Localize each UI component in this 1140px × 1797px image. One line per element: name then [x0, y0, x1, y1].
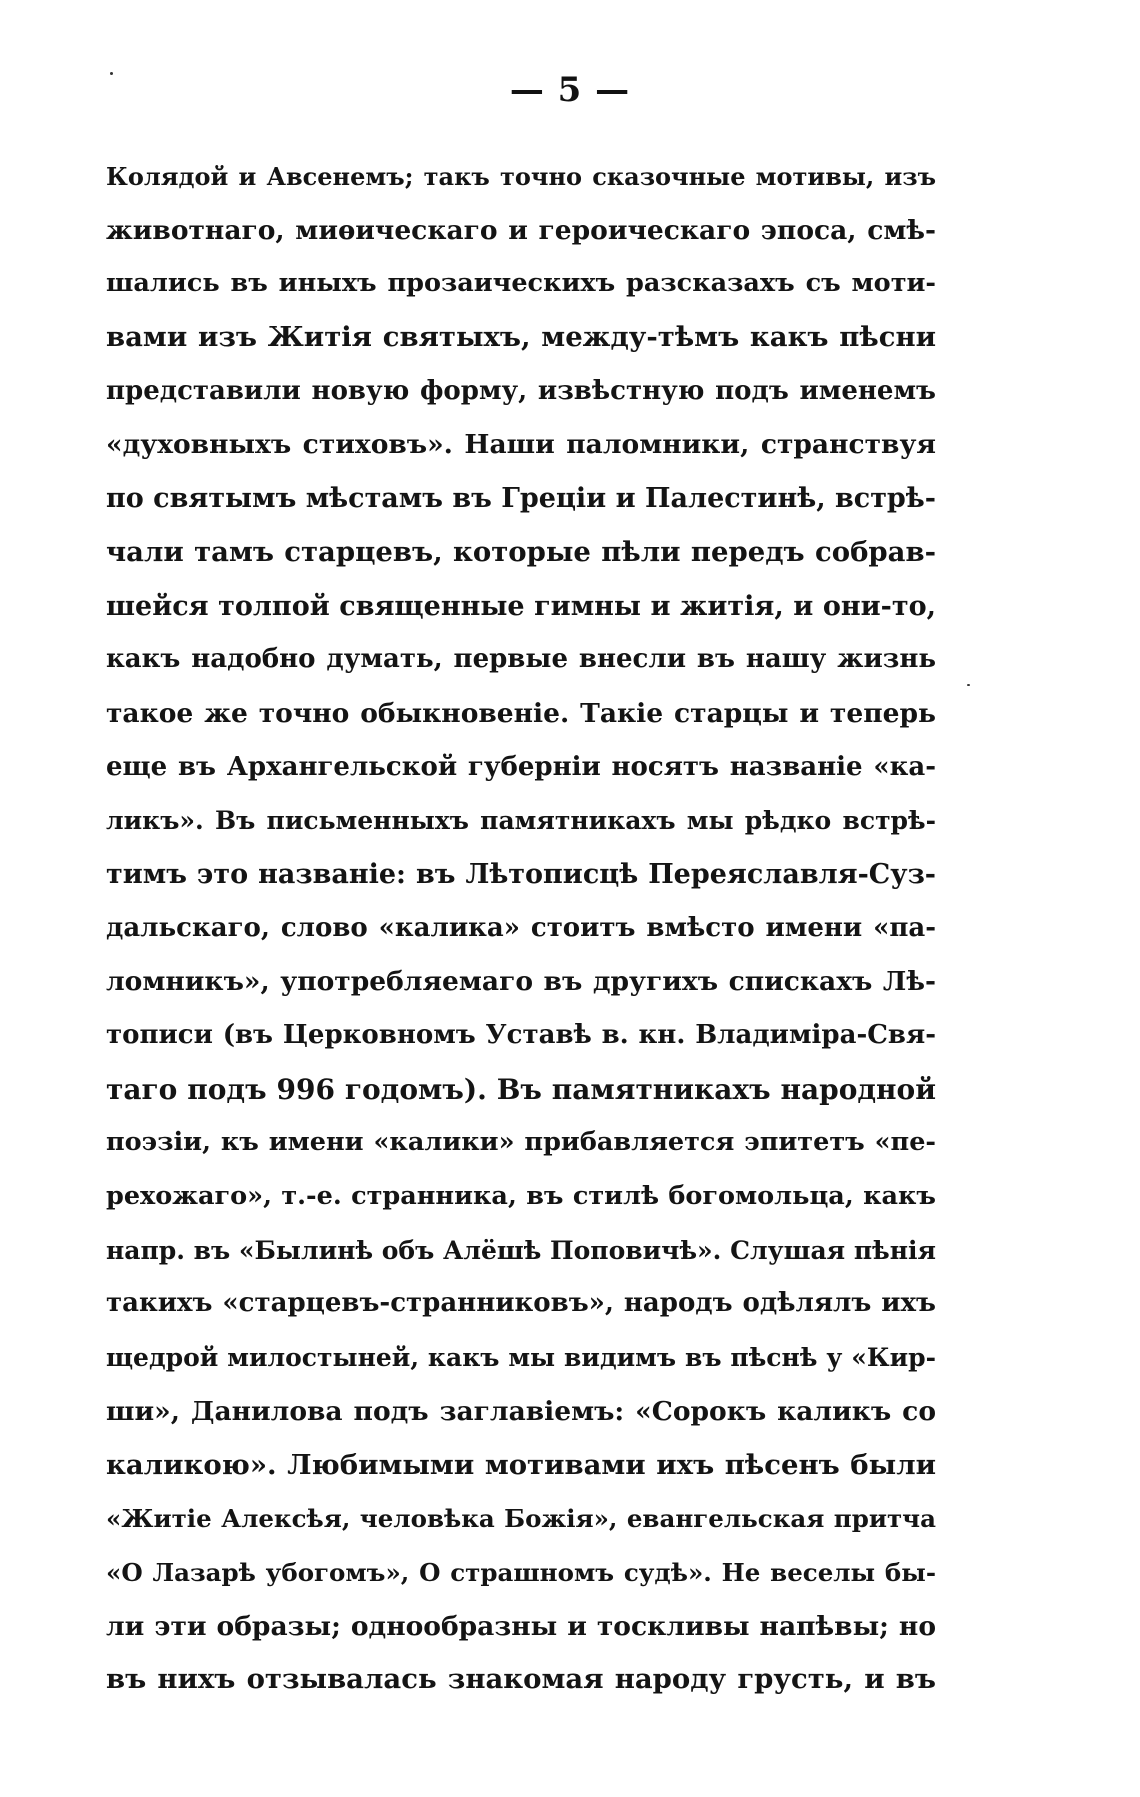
- text-line: по святымъ мѣстамъ въ Греціи и Палестинѣ, встрѣ-: [106, 483, 936, 515]
- scan-speck: [967, 684, 970, 686]
- text-line: поэзіи, къ имени «калики» прибавляется эпитетъ «пе-: [106, 1127, 936, 1158]
- text-line: напр. въ «Былинѣ объ Алёшѣ Поповичѣ». Слушая пѣнія: [106, 1235, 936, 1265]
- text-line: такихъ «старцевъ-странниковъ», народъ одѣлялъ ихъ: [106, 1288, 936, 1319]
- text-line: такое же точно обыкновеніе. Такіе старцы и теперь: [106, 697, 936, 729]
- text-line: чали тамъ старцевъ, которые пѣли передъ собрав-: [106, 535, 936, 568]
- text-line: тописи (въ Церковномъ Уставѣ в. кн. Владиміра-Свя-: [106, 1020, 936, 1050]
- text-line: щедрой милостыней, какъ мы видимъ въ пѣснѣ у «Кир-: [106, 1343, 936, 1373]
- text-line: «Житіе Алексѣя, человѣка Божія», евангельская притча: [106, 1504, 936, 1534]
- text-line: Колядой и Авсенемъ; такъ точно сказочные мотивы, изъ: [106, 162, 936, 191]
- text-line: шались въ иныхъ прозаическихъ разсказахъ съ моти-: [106, 268, 936, 299]
- text-line: рехожаго», т.-е. странника, въ стилѣ богомольца, какъ: [106, 1181, 936, 1212]
- body-text: [106, 150, 936, 1707]
- text-line: таго подъ 996 годомъ). Въ памятникахъ народной: [106, 1072, 936, 1106]
- text-line: въ нихъ отзывалась знакомая народу грусть, и въ: [106, 1663, 936, 1696]
- text-line: еще въ Архангельской губерніи носятъ названіе «ка-: [106, 751, 936, 782]
- text-line: какъ надобно думать, первые внесли въ нашу жизнь: [106, 644, 936, 675]
- page-number: — 5 —: [509, 70, 631, 110]
- text-line: вами изъ Житія святыхъ, между-тѣмъ какъ пѣсни: [106, 321, 936, 354]
- text-line: ли эти образы; однообразны и тоскливы напѣвы; но: [106, 1610, 936, 1642]
- text-line: дальскаго, слово «калика» стоитъ вмѣсто имени «па-: [106, 912, 936, 943]
- text-line: «духовныхъ стиховъ». Наши паломники, странствуя: [106, 429, 936, 461]
- scan-speck: [110, 72, 113, 75]
- text-line: шейся толпой священные гимны и житія, и они-то,: [106, 590, 936, 622]
- text-line: представили новую форму, извѣстную подъ именемъ: [106, 375, 936, 406]
- text-line: тимъ это названіе: въ Лѣтописцѣ Переяславля-Суз-: [106, 858, 936, 890]
- text-line: каликою». Любимыми мотивами ихъ пѣсенъ были: [106, 1448, 936, 1481]
- text-line: ломникъ», употребляемаго въ другихъ спискахъ Лѣ-: [106, 966, 936, 998]
- text-line: «О Лазарѣ убогомъ», О страшномъ судѣ». Не веселы бы-: [106, 1557, 936, 1587]
- text-line: ликъ». Въ письменныхъ памятникахъ мы рѣдко встрѣ-: [106, 806, 936, 836]
- text-line: ши», Данилова подъ заглавіемъ: «Сорокъ каликъ со: [106, 1395, 936, 1427]
- text-line: животнаго, миѳическаго и героическаго эпоса, смѣ-: [106, 214, 936, 246]
